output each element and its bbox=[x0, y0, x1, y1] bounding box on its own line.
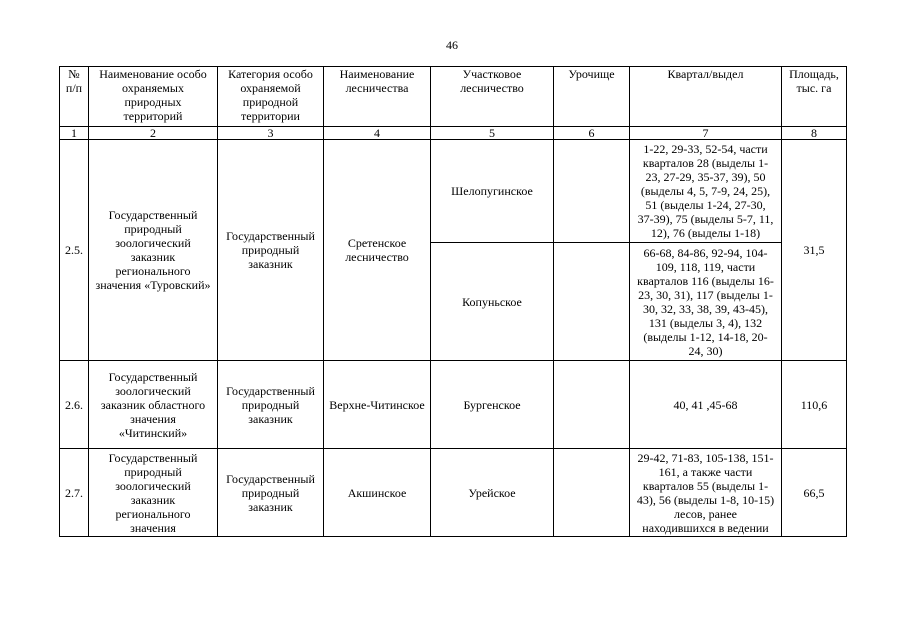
column-number: 1 bbox=[60, 127, 89, 140]
header-cell: Наименование особо охраняемых природных территорий bbox=[89, 67, 218, 127]
header-cell: Площадь, тыс. га bbox=[782, 67, 847, 127]
protected-areas-table bbox=[59, 66, 847, 537]
territory-name: Государственный природный зоологический заказник регионального значения bbox=[89, 449, 218, 537]
column-number: 4 bbox=[324, 127, 431, 140]
column-number: 6 bbox=[554, 127, 630, 140]
table-header-row bbox=[60, 67, 847, 127]
territory-category: Государственный природный заказник bbox=[218, 140, 324, 361]
tract bbox=[554, 361, 630, 449]
column-number: 7 bbox=[630, 127, 782, 140]
page-number: 46 bbox=[446, 38, 458, 52]
area-value: 66,5 bbox=[782, 449, 847, 537]
district-forestry: Копуньское bbox=[431, 243, 554, 361]
table-row bbox=[60, 361, 847, 449]
column-number: 3 bbox=[218, 127, 324, 140]
forestry-name: Сретенское лесничество bbox=[324, 140, 431, 361]
territory-name: Государственный зоологический заказник областного значения «Читинский» bbox=[89, 361, 218, 449]
header-cell: № п/п bbox=[60, 67, 89, 127]
tract bbox=[554, 140, 630, 243]
quarters: 66-68, 84-86, 92-94, 104- 109, 118, 119, части кварталов 116 (выделы 16- 23, 30, 31), 117 (выделы 1- 30, 32, 33, 38, 39, 43-45), 131 (выделы 3, 4), 132 (выделы 1-12, 14-18, 20- 24, 30) bbox=[630, 243, 782, 361]
header-cell: Урочище bbox=[554, 67, 630, 127]
forestry-name: Акшинское bbox=[324, 449, 431, 537]
district-forestry: Шелопугинское bbox=[431, 140, 554, 243]
table-row bbox=[60, 140, 847, 243]
column-number: 8 bbox=[782, 127, 847, 140]
district-forestry: Бургенское bbox=[431, 361, 554, 449]
quarters: 40, 41 ,45-68 bbox=[630, 361, 782, 449]
area-value: 110,6 bbox=[782, 361, 847, 449]
quarters: 29-42, 71-83, 105-138, 151- 161, а также части кварталов 55 (выделы 1- 43), 56 (выделы 1-8, 10-15) лесов, ранее находившихся в ведении bbox=[630, 449, 782, 537]
row-number: 2.5. bbox=[60, 140, 89, 361]
forestry-name: Верхне-Читинское bbox=[324, 361, 431, 449]
header-cell: Категория особо охраняемой природной территории bbox=[218, 67, 324, 127]
tract bbox=[554, 243, 630, 361]
territory-name: Государственный природный зоологический заказник регионального значения «Туровский» bbox=[89, 140, 218, 361]
table-row bbox=[60, 449, 847, 537]
territory-category: Государственный природный заказник bbox=[218, 361, 324, 449]
column-number-row bbox=[60, 127, 847, 140]
territory-category: Государственный природный заказник bbox=[218, 449, 324, 537]
tract bbox=[554, 449, 630, 537]
header-cell: Наименование лесничества bbox=[324, 67, 431, 127]
area-value: 31,5 bbox=[782, 140, 847, 361]
header-cell: Квартал/выдел bbox=[630, 67, 782, 127]
column-number: 2 bbox=[89, 127, 218, 140]
column-number: 5 bbox=[431, 127, 554, 140]
row-number: 2.7. bbox=[60, 449, 89, 537]
row-number: 2.6. bbox=[60, 361, 89, 449]
quarters: 1-22, 29-33, 52-54, части кварталов 28 (выделы 1- 23, 27-29, 35-37, 39), 50 (выделы 4, 5, 7-9, 24, 25), 51 (выделы 1-24, 27-30, 37-39), 75 (выделы 5-7, 11, 12), 76 (выделы 1-18) bbox=[630, 140, 782, 243]
district-forestry: Урейское bbox=[431, 449, 554, 537]
header-cell: Участковое лесничество bbox=[431, 67, 554, 127]
